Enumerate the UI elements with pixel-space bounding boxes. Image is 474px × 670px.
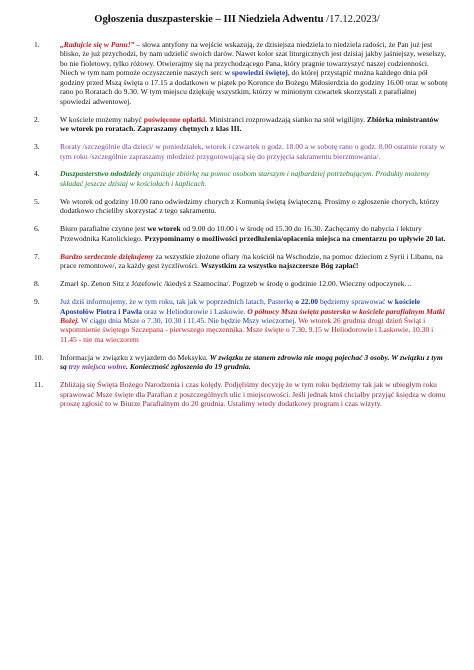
- announcement-item: [0, 115, 474, 134]
- announcement-text-run: , do której przystąpić można każdego dnia pół godziny przed Mszą święta o 17.15 a dodatkowo w piątek po Koronce do Bożego Miłosierdzia do godziny 16.00 oraz w sobotę rano po Roratach do 9.30. W tym miejscu dziękuję wszystkim, którzy w minionym czwartek skorzystali z parafialnej spowiedzi adwentowej.: [60, 68, 448, 106]
- announcement-item: [0, 40, 474, 106]
- announcement-number: 8.: [34, 279, 40, 289]
- announcement-text-run: będziemy sprawować: [318, 297, 388, 307]
- announcement-item: [0, 197, 474, 216]
- announcement-text: [60, 380, 448, 408]
- announcement-number: 7.: [34, 251, 40, 261]
- announcement-text-run: od 9.00 do 10.00 i w środę od 15.30 do 16.30. Zachęcamy do nabycia i lektury Przewodnika Katolickiego.: [60, 224, 422, 243]
- announcement-item: [0, 142, 474, 161]
- announcement-text-run: w spowiedzi świętej: [224, 68, 288, 78]
- announcement-number: 4.: [34, 169, 40, 179]
- announcement-text-run: W związku ze stanem zdrowia nie mogą pojechać 3 osoby.: [209, 352, 390, 362]
- announcement-text: [60, 169, 448, 188]
- announcement-text-run: W ciągu dnia Msze o 7.30, 10.30 i 11.45. Nie będzie Mszy wieczornej.: [79, 315, 299, 325]
- announcement-text-run: „Radujcie się w Panu!”: [60, 40, 135, 49]
- page-title-main: Ogłoszenia duszpasterskie – III Niedziela Adwentu: [94, 14, 324, 25]
- announcement-text-run: za wszystkie złożone ofiary /na kościół na Wschodzie, na pomoc dzieciom z Syrii i Libanu, na prace remontowe/, za każdy gest życzliwości.: [60, 251, 443, 271]
- announcement-text: [60, 297, 448, 344]
- announcement-text-run: O północy Msza święta pasterska w kościele parafialnym Matki Bożej.: [60, 306, 445, 325]
- announcement-number: 9.: [34, 297, 40, 307]
- announcement-number: 3.: [34, 142, 40, 152]
- announcement-number: 5.: [34, 196, 40, 206]
- announcement-text-run: Roraty /szczególnie dla dzieci/ w poniedziałek, wtorek i czwartek o godz. 18.00 a w sobotę rano o godz. 8.00 ostatnie roraty w tym roku /szczególnie zapraszamy młodzież przygotowującą się do przyjęcia sakramentu bierzmowania/.: [60, 142, 446, 161]
- announcement-text-run: organizuje zbiórkę na pomoc osobom starszym i najbardziej potrzebującym. Produkty możemy składać jeszcze dzisiaj w kościołach i kaplicach.: [60, 169, 430, 188]
- announcement-text-run: We wtorek 26 grudnia drugi dzień Świąt i wspomnienie świętego Szczepana - pierwszego męczennika. Msze święte o 7.30, 9.15 w Heliodorowie i Laskowie, 10.30 i 11.45 - nie ma wieczorem: [60, 315, 434, 344]
- announcement-text: [60, 279, 448, 288]
- announcement-item: [0, 279, 474, 288]
- announcement-item: [0, 252, 474, 271]
- announcement-text-run: Wszystkim za wszystko najszczersze Bóg zapłać!: [200, 261, 359, 271]
- announcement-text-run: – słowa antyfony na wejście wskazują, że dzisiejsza niedziela to niedziela radości, że Pan już jest blisko, że już przychodzi, by nam udzielić swoich darów. Nawet kolor szat liturgicznych jest dzisiaj jakby jaśniejszy, weselszy, bo nie fioletowy, tylko różowy. Otwierajmy się na przychodzącego Pana, który pragnie towarzyszyć naszej codzienności. Niech w tym nam pomoże oczyszczenie naszych serc: [60, 40, 446, 78]
- announcement-text: [60, 197, 448, 216]
- page-title: [0, 14, 474, 25]
- announcement-text-run: We wtorek od godziny 10.00 rano odwiedzimy chorych z Komunią świętą świąteczną. Prosimy o zgłoszenie chorych, którzy dodatkowo chcieliby skorzystać z tego sakramentu.: [60, 196, 440, 216]
- announcement-number: 10.: [34, 352, 44, 362]
- announcement-item: [0, 297, 474, 344]
- announcement-text-run: . Ministranci rozprowadzają sianko na stół wigilijny.: [205, 114, 367, 124]
- announcement-text-run: Zmarł śp. Zenon Sitz z Józefowic /kiedyś z Szamocina/. Pogrzeb w środę o godzinie 12.00. Wieczny odpoczynek…: [60, 279, 413, 289]
- announcement-number: 6.: [34, 224, 40, 234]
- announcement-text-run: . Konieczność zgłoszenia do 19 grudnia.: [126, 362, 251, 372]
- announcement-text-run: Informacja w związku z wyjazdem do Meksyku.: [60, 352, 210, 362]
- announcement-text: [60, 142, 448, 161]
- announcement-text-run: Duszpasterstwo młodzieży: [60, 169, 141, 179]
- announcement-text-run: Zbliżają się Święta Bożego Narodzenia i czas kolędy. Podjęliśmy decyzję że w tym roku będziemy tak jak w ubiegłym roku sprawować Msze święte dla Parafian z poszczególnych ulic i miejscowości. Jeśli jednak ktoś chciałby przyjąć księdza w domu proszę zgłosić to w Biurze Parafialnym do 20 grudnia. Ustalimy wtedy dodatkowy program i czas wizyty.: [60, 380, 446, 409]
- announcement-text-run: Przypominamy o możliwości przedłużenia/opłacenia miejsca na cmentarzu po upływie 20 lat.: [144, 233, 446, 243]
- announcement-text: [60, 115, 448, 134]
- page-title-date: /17.12.2023/: [326, 14, 380, 25]
- announcement-text-run: oraz w Heliodorowie i Laskowie.: [142, 306, 248, 316]
- announcement-text-run: trzy miejsca wolne: [68, 362, 127, 372]
- announcement-text-run: Zbiórka ministrantów we wtorek po roratach. Zapraszamy chętnych z klas III.: [60, 114, 439, 134]
- announcement-text-run: Już dziś informujemy, że w tym roku, tak jak w poprzednich latach, Pasterkę: [60, 297, 296, 307]
- announcement-item: [0, 353, 474, 372]
- announcement-number: 2.: [34, 114, 40, 124]
- announcement-item: [0, 224, 474, 243]
- announcement-text-run: we wtorek: [147, 224, 181, 234]
- announcement-text: [60, 224, 448, 243]
- announcement-item: [0, 380, 474, 408]
- announcement-number: 11.: [34, 380, 44, 390]
- announcement-text: [60, 40, 448, 106]
- announcement-list: [0, 40, 474, 417]
- announcement-text-run: W związku z tym są: [60, 352, 443, 372]
- announcement-text-run: poświęcone opłatki: [143, 114, 206, 124]
- announcement-text-run: w kościele Apostołów Piotra i Pawła: [60, 297, 421, 316]
- announcement-text: [60, 252, 448, 271]
- announcement-text: [60, 353, 448, 372]
- announcement-text-run: Bardzo serdecznie dziękujemy: [60, 251, 154, 261]
- announcement-text-run: o 22.00: [295, 297, 319, 307]
- announcement-number: 1.: [34, 40, 40, 49]
- announcement-item: [0, 169, 474, 188]
- announcement-text-run: Biuro parafialne czynne jest: [60, 224, 148, 234]
- announcement-text-run: W kościele możemy nabyć: [60, 114, 144, 124]
